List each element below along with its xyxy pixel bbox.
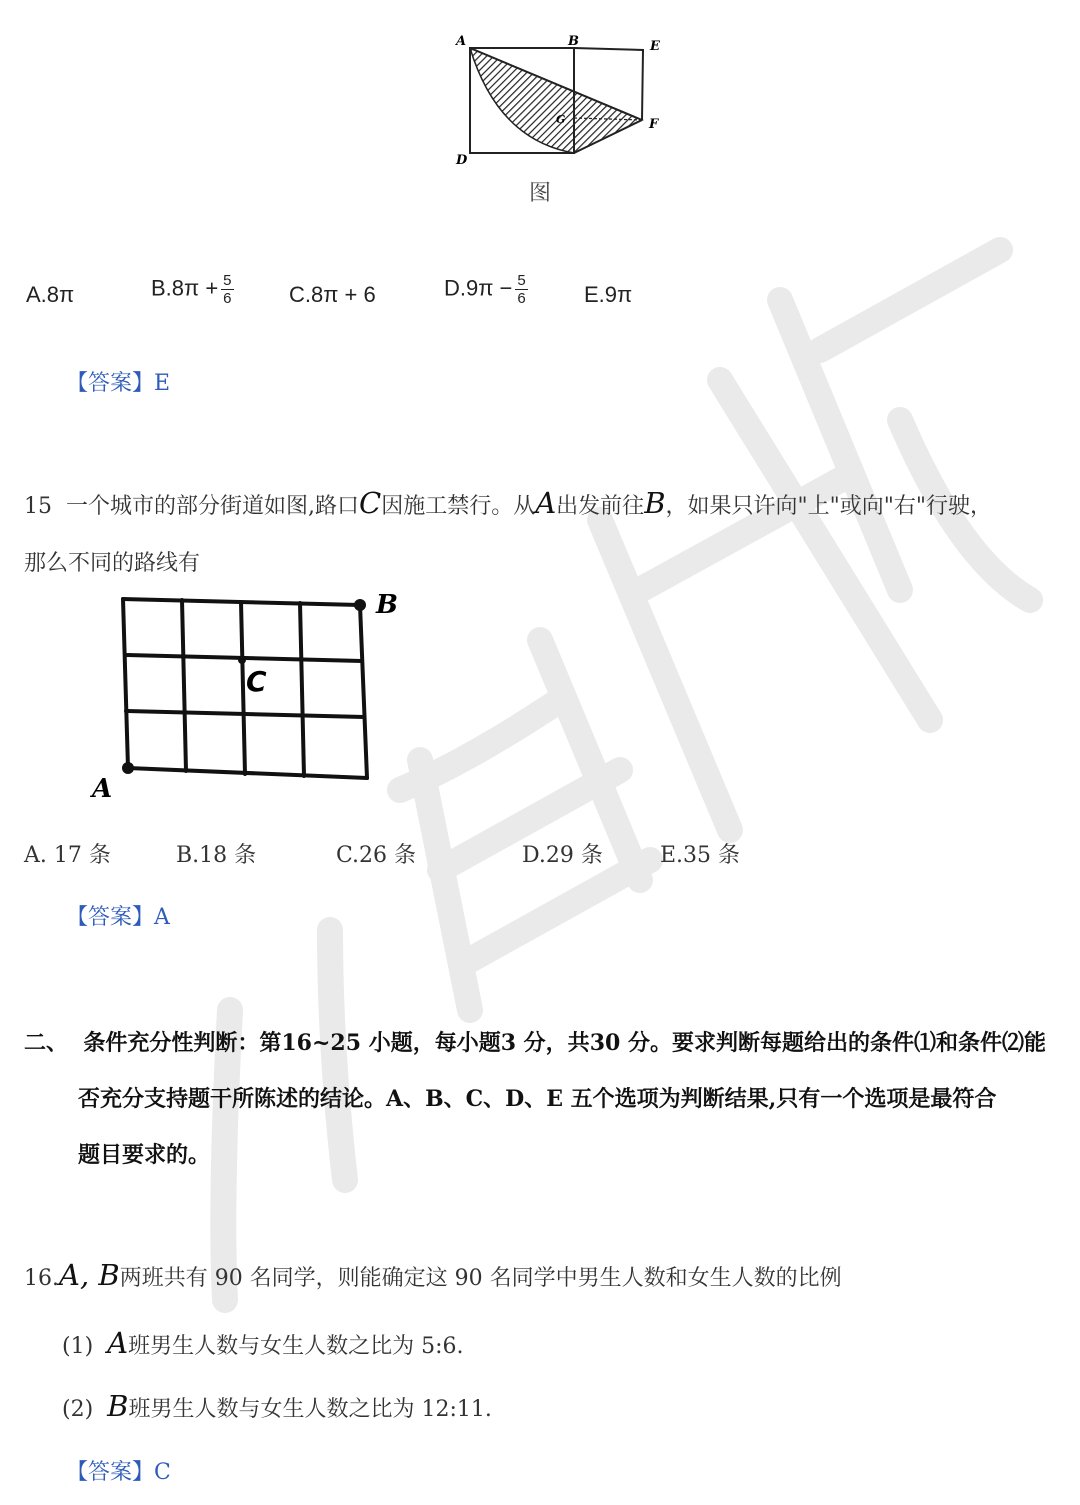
q16-question: 16.A, B两班共有 90 名同学，则能确定这 90 名同学中男生人数和女生人数的比例 [24, 1258, 842, 1292]
q14-option-e: E.9π [584, 282, 633, 307]
fig-label-a: A [456, 34, 467, 49]
q14-answer: 【答案】E [66, 371, 171, 396]
q16-answer: 【答案】C [66, 1460, 171, 1485]
fig-label-d: D [456, 153, 468, 168]
q16-condition-1: (1) A班男生人数与女生人数之比为 5:6. [62, 1326, 464, 1360]
section2-line3: 题目要求的。 [78, 1142, 211, 1168]
q15-option-e: E.35 条 [660, 843, 741, 868]
figure-caption: 图 [529, 181, 552, 206]
q15-number: 15 [24, 494, 52, 519]
q15-question-line2: 那么不同的路线有 [24, 551, 201, 576]
fig-label-g: G [556, 113, 566, 126]
q16-number: 16. [24, 1266, 59, 1291]
q15-option-b: B.18 条 [176, 843, 257, 868]
q15-option-c: C.26 条 [336, 843, 417, 868]
q14-option-b: B.8π + $\frac{5}{6}$ [151, 272, 232, 307]
q15-option-d: D.29 条 [522, 843, 603, 868]
q14-option-a: A.8π [26, 282, 75, 307]
street-grid-figure [80, 585, 420, 805]
section2-number: 二、 [24, 1030, 69, 1056]
q14-option-c: C.8π + 6 [289, 282, 376, 307]
grid-label-c: C [246, 665, 267, 698]
fig-label-e: E [650, 39, 660, 54]
geometry-figure [440, 10, 690, 185]
grid-label-b: B [376, 590, 398, 620]
q16-condition-2: (2) B班男生人数与女生人数之比为 12:11. [62, 1389, 492, 1423]
q15-option-a: A. 17 条 [24, 843, 111, 868]
section2-heading: 二、 条件充分性判断：第16~25 小题，每小题3 分，共30 分。要求判断每题给出的条件⑴和条件⑵能 [24, 1030, 1046, 1056]
fig-label-f: F [649, 117, 659, 132]
fig-label-b: B [568, 34, 579, 49]
q15-answer: 【答案】A [66, 905, 170, 930]
q14-option-d: D.9π − $\frac{5}{6}$ [444, 272, 526, 307]
q15-question: 15 一个城市的部分街道如图,路口C因施工禁行。从A出发前往B，如果只许向"上"或向"右"行驶， [24, 486, 992, 520]
grid-label-a: A [92, 774, 113, 804]
section2-line2: 否充分支持题干所陈述的结论。A、B、C、D、E 五个选项为判断结果,只有一个选项是最符合 [78, 1086, 997, 1112]
